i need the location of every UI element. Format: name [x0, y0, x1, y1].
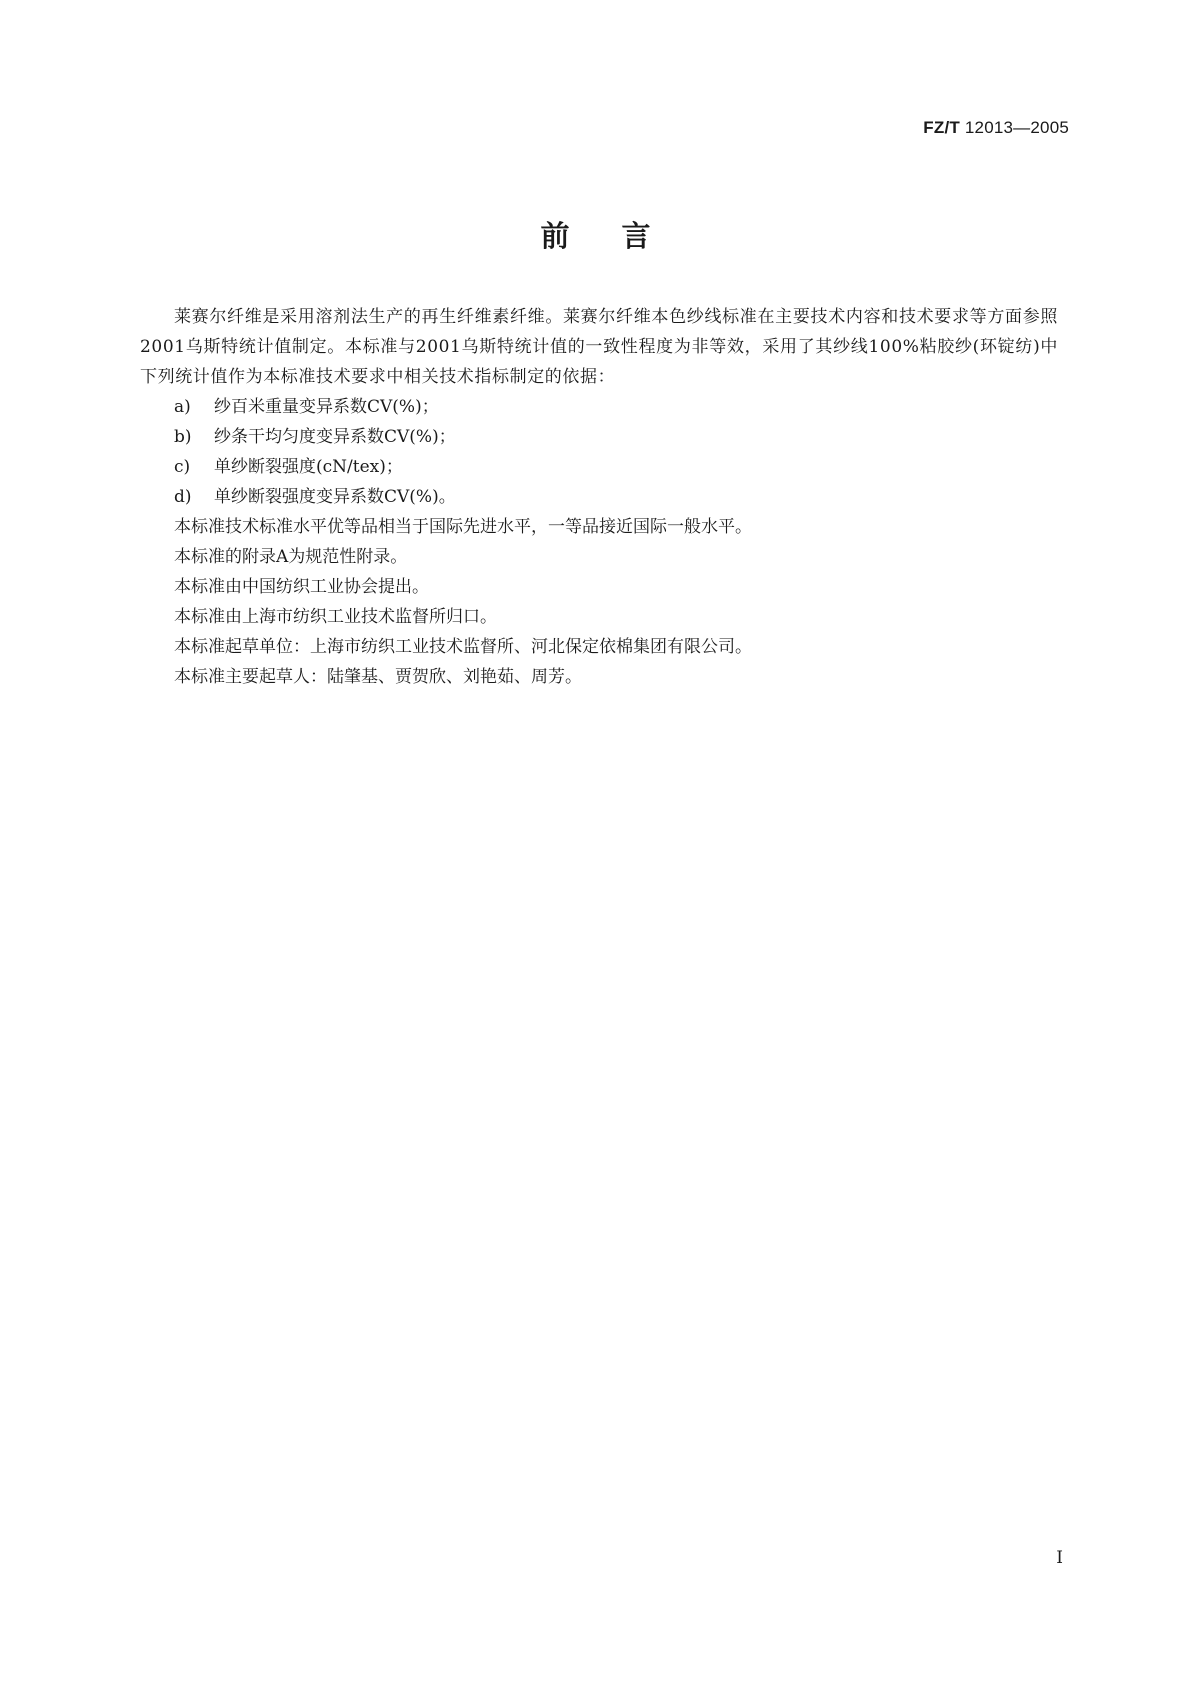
list-item — [140, 422, 1058, 452]
page-number: I — [1056, 1548, 1063, 1568]
list-text: 纱百米重量变异系数CV(%)； — [214, 397, 439, 417]
list-marker: c) — [174, 457, 191, 477]
paragraph-administrator: 本标准由上海市纺织工业技术监督所归口。 — [174, 607, 497, 627]
paragraph-quality-level: 本标准技术标准水平优等品相当于国际先进水平，一等品接近国际一般水平。 — [174, 517, 752, 537]
list-text: 单纱断裂强度(cN/tex)； — [214, 457, 403, 477]
list-text: 纱条干均匀度变异系数CV(%)； — [214, 427, 456, 447]
page-title: 前言 — [540, 219, 703, 253]
paragraph-proposer: 本标准由中国纺织工业协会提出。 — [174, 577, 429, 597]
list-marker: a) — [174, 397, 191, 417]
list-item — [140, 452, 1058, 482]
paragraph-appendix: 本标准的附录A为规范性附录。 — [174, 547, 408, 567]
list-text: 单纱断裂强度变异系数CV(%)。 — [214, 487, 456, 507]
paragraph-drafters: 本标准主要起草人：陆肇基、贾贺欣、刘艳茹、周芳。 — [174, 667, 582, 687]
standard-prefix: FZ/T — [923, 118, 960, 137]
list-item — [140, 392, 1058, 422]
intro-paragraph: 莱赛尔纤维是采用溶剂法生产的再生纤维素纤维。莱赛尔纤维本色纱线标准在主要技术内容和技术要求等方面参照2001乌斯特统计值制定。本标准与2001乌斯特统计值的一致性程度为非等效，采用了其纱线100%粘胶纱(环锭纺)中下列统计值作为本标准技术要求中相关技术指标制定的依据： — [140, 307, 1058, 387]
list-marker: d) — [174, 487, 192, 507]
foreword-body — [140, 302, 1058, 692]
list-item — [140, 482, 1058, 512]
standard-number: 12013—2005 — [959, 118, 1069, 137]
list-marker: b) — [174, 427, 192, 447]
paragraph-drafting-units: 本标准起草单位：上海市纺织工业技术监督所、河北保定依棉集团有限公司。 — [174, 637, 752, 657]
document-header — [923, 118, 1069, 138]
